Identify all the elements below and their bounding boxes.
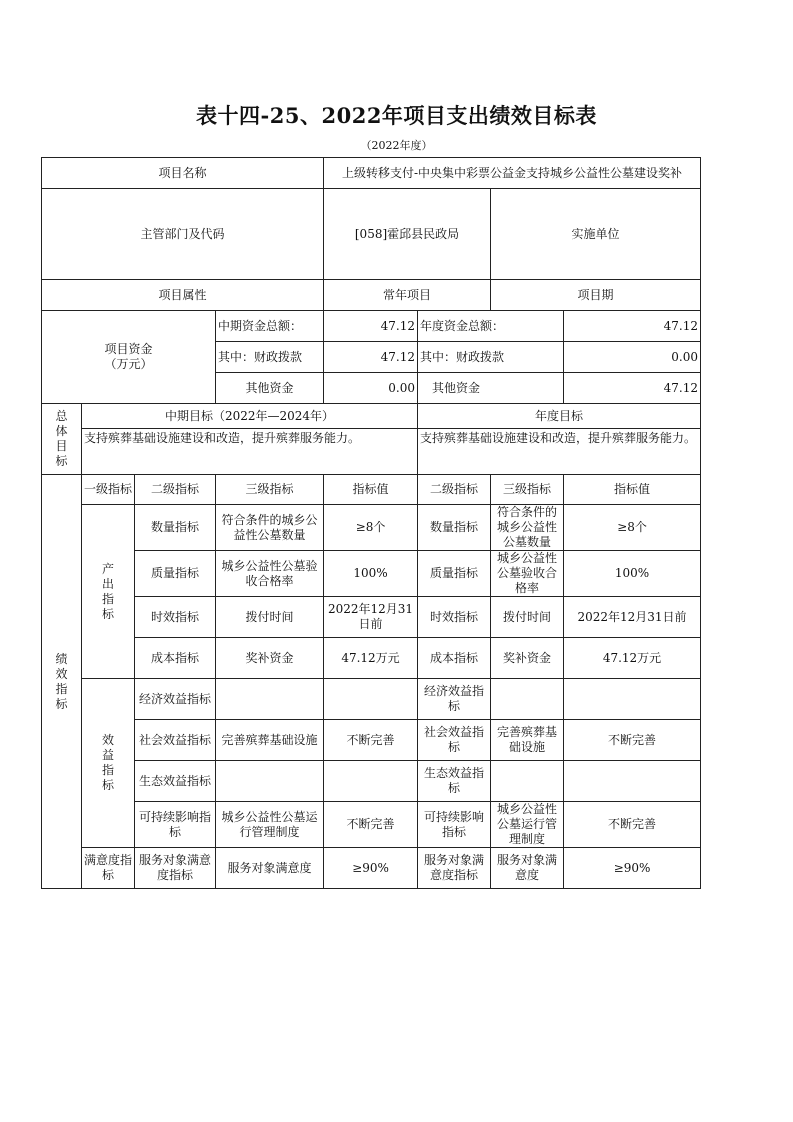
l3-cell: 奖补资金 [216, 638, 324, 679]
value-cell: 100% [324, 551, 418, 597]
header-level2: 二级指标 [135, 475, 216, 505]
output-indicator-label: 产 出 指 标 [82, 505, 135, 679]
header-value-year: 指标值 [564, 475, 701, 505]
dept-label: 主管部门及代码 [42, 189, 324, 280]
value-cell: 不断完善 [324, 802, 418, 848]
table-row [42, 761, 701, 802]
project-name-row [42, 158, 701, 189]
year-subtitle: （2022年度） [360, 139, 433, 152]
value-cell: ≥90% [324, 848, 418, 889]
value-cell: ≥8个 [324, 505, 418, 551]
l3-cell-year: 服务对象满意度 [491, 848, 564, 889]
value-cell-year: 47.12万元 [564, 638, 701, 679]
benefit-indicator-label: 效 益 指 标 [82, 679, 135, 848]
l2-cell-year: 质量指标 [418, 551, 491, 597]
l3-cell-year: 符合条件的城乡公益性公墓数量 [491, 505, 564, 551]
value-cell: 不断完善 [324, 720, 418, 761]
project-name-label: 项目名称 [42, 158, 324, 189]
impl-label: 实施单位 [491, 189, 701, 280]
header-value: 指标值 [324, 475, 418, 505]
table-row [42, 638, 701, 679]
value-cell-year: 2022年12月31日前 [564, 597, 701, 638]
mid-fiscal-label: 其中：财政拨款 [216, 342, 324, 373]
l2-cell: 生态效益指标 [135, 761, 216, 802]
overall-goal-label: 总 体 目 标 [42, 404, 82, 475]
funds-label [42, 311, 216, 404]
mid-total-label: 中期资金总额： [216, 311, 324, 342]
l3-cell-year: 城乡公益性公墓运行管理制度 [491, 802, 564, 848]
dept-row [42, 189, 701, 280]
l2-cell: 可持续影响指标 [135, 802, 216, 848]
l2-cell-year: 数量指标 [418, 505, 491, 551]
header-level2-year: 二级指标 [418, 475, 491, 505]
table-row [42, 597, 701, 638]
l2-cell: 服务对象满意度指标 [135, 848, 216, 889]
value-cell-year: ≥8个 [564, 505, 701, 551]
year-goal-text: 支持殡葬基础设施建设和改造，提升殡葬服务能力。 [418, 429, 701, 475]
period-label: 项目期 [491, 280, 701, 311]
attr-row [42, 280, 701, 311]
l2-cell: 质量指标 [135, 551, 216, 597]
mid-total-value: 47.12 [324, 311, 418, 342]
l3-cell-year [491, 679, 564, 720]
value-cell-year: 100% [564, 551, 701, 597]
value-cell-year: 不断完善 [564, 802, 701, 848]
funds-row-total [42, 311, 701, 342]
l2-cell-year: 经济效益指标 [418, 679, 491, 720]
l3-cell-year [491, 761, 564, 802]
year-fiscal-value: 0.00 [564, 342, 701, 373]
funds-label-line1: 项目资金 [104, 342, 153, 356]
l3-cell [216, 679, 324, 720]
page-title: 表十四-25、2022年项目支出绩效目标表 [196, 103, 597, 128]
mid-goal-header: 中期目标（2022年—2024年） [82, 404, 418, 429]
value-cell: 2022年12月31日前 [324, 597, 418, 638]
table-row [42, 848, 701, 889]
year-total-label: 年度资金总额： [418, 311, 564, 342]
l2-cell-year: 时效指标 [418, 597, 491, 638]
header-level3: 三级指标 [216, 475, 324, 505]
header-level1: 一级指标 [82, 475, 135, 505]
value-cell-year [564, 679, 701, 720]
mid-other-label: 其他资金 [216, 373, 324, 404]
value-cell-year: 不断完善 [564, 720, 701, 761]
attr-value: 常年项目 [324, 280, 491, 311]
mid-other-value: 0.00 [324, 373, 418, 404]
l3-cell: 拨付时间 [216, 597, 324, 638]
project-name-value: 上级转移支付-中央集中彩票公益金支持城乡公益性公墓建设奖补 [324, 158, 701, 189]
l3-cell [216, 761, 324, 802]
l3-cell-year: 奖补资金 [491, 638, 564, 679]
attr-label: 项目属性 [42, 280, 324, 311]
table-row [42, 802, 701, 848]
value-cell: 47.12万元 [324, 638, 418, 679]
year-other-label: 其他资金 [418, 373, 564, 404]
table-row [42, 679, 701, 720]
l3-cell: 完善殡葬基础设施 [216, 720, 324, 761]
value-cell [324, 679, 418, 720]
l2-cell-year: 成本指标 [418, 638, 491, 679]
indicator-header-row [42, 475, 701, 505]
dept-value: [058]霍邱县民政局 [324, 189, 491, 280]
overall-text-row [42, 429, 701, 475]
l2-cell: 时效指标 [135, 597, 216, 638]
l3-cell: 符合条件的城乡公益性公墓数量 [216, 505, 324, 551]
value-cell-year [564, 761, 701, 802]
year-other-value: 47.12 [564, 373, 701, 404]
header-level3-year: 三级指标 [491, 475, 564, 505]
l2-cell-year: 生态效益指标 [418, 761, 491, 802]
l2-cell: 社会效益指标 [135, 720, 216, 761]
l3-cell-year: 完善殡葬基础设施 [491, 720, 564, 761]
year-fiscal-label: 其中：财政拨款 [418, 342, 564, 373]
mid-fiscal-value: 47.12 [324, 342, 418, 373]
value-cell [324, 761, 418, 802]
performance-table [41, 157, 701, 889]
performance-indicator-label: 绩 效 指 标 [42, 475, 82, 889]
l2-cell: 数量指标 [135, 505, 216, 551]
funds-label-line2: （万元） [104, 357, 153, 371]
l3-cell-year: 拨付时间 [491, 597, 564, 638]
l3-cell: 城乡公益性公墓验收合格率 [216, 551, 324, 597]
mid-goal-text: 支持殡葬基础设施建设和改造，提升殡葬服务能力。 [82, 429, 418, 475]
year-goal-header: 年度目标 [418, 404, 701, 429]
l3-cell: 城乡公益性公墓运行管理制度 [216, 802, 324, 848]
year-total-value: 47.12 [564, 311, 701, 342]
l2-cell: 经济效益指标 [135, 679, 216, 720]
table-row [42, 720, 701, 761]
l3-cell: 服务对象满意度 [216, 848, 324, 889]
l2-cell: 成本指标 [135, 638, 216, 679]
satisfaction-indicator-label: 满意度指标 [82, 848, 135, 889]
value-cell-year: ≥90% [564, 848, 701, 889]
overall-header-row [42, 404, 701, 429]
l2-cell-year: 服务对象满意度指标 [418, 848, 491, 889]
table-row [42, 505, 701, 551]
l3-cell-year: 城乡公益性公墓验收合格率 [491, 551, 564, 597]
table-row [42, 551, 701, 597]
l2-cell-year: 社会效益指标 [418, 720, 491, 761]
l2-cell-year: 可持续影响指标 [418, 802, 491, 848]
